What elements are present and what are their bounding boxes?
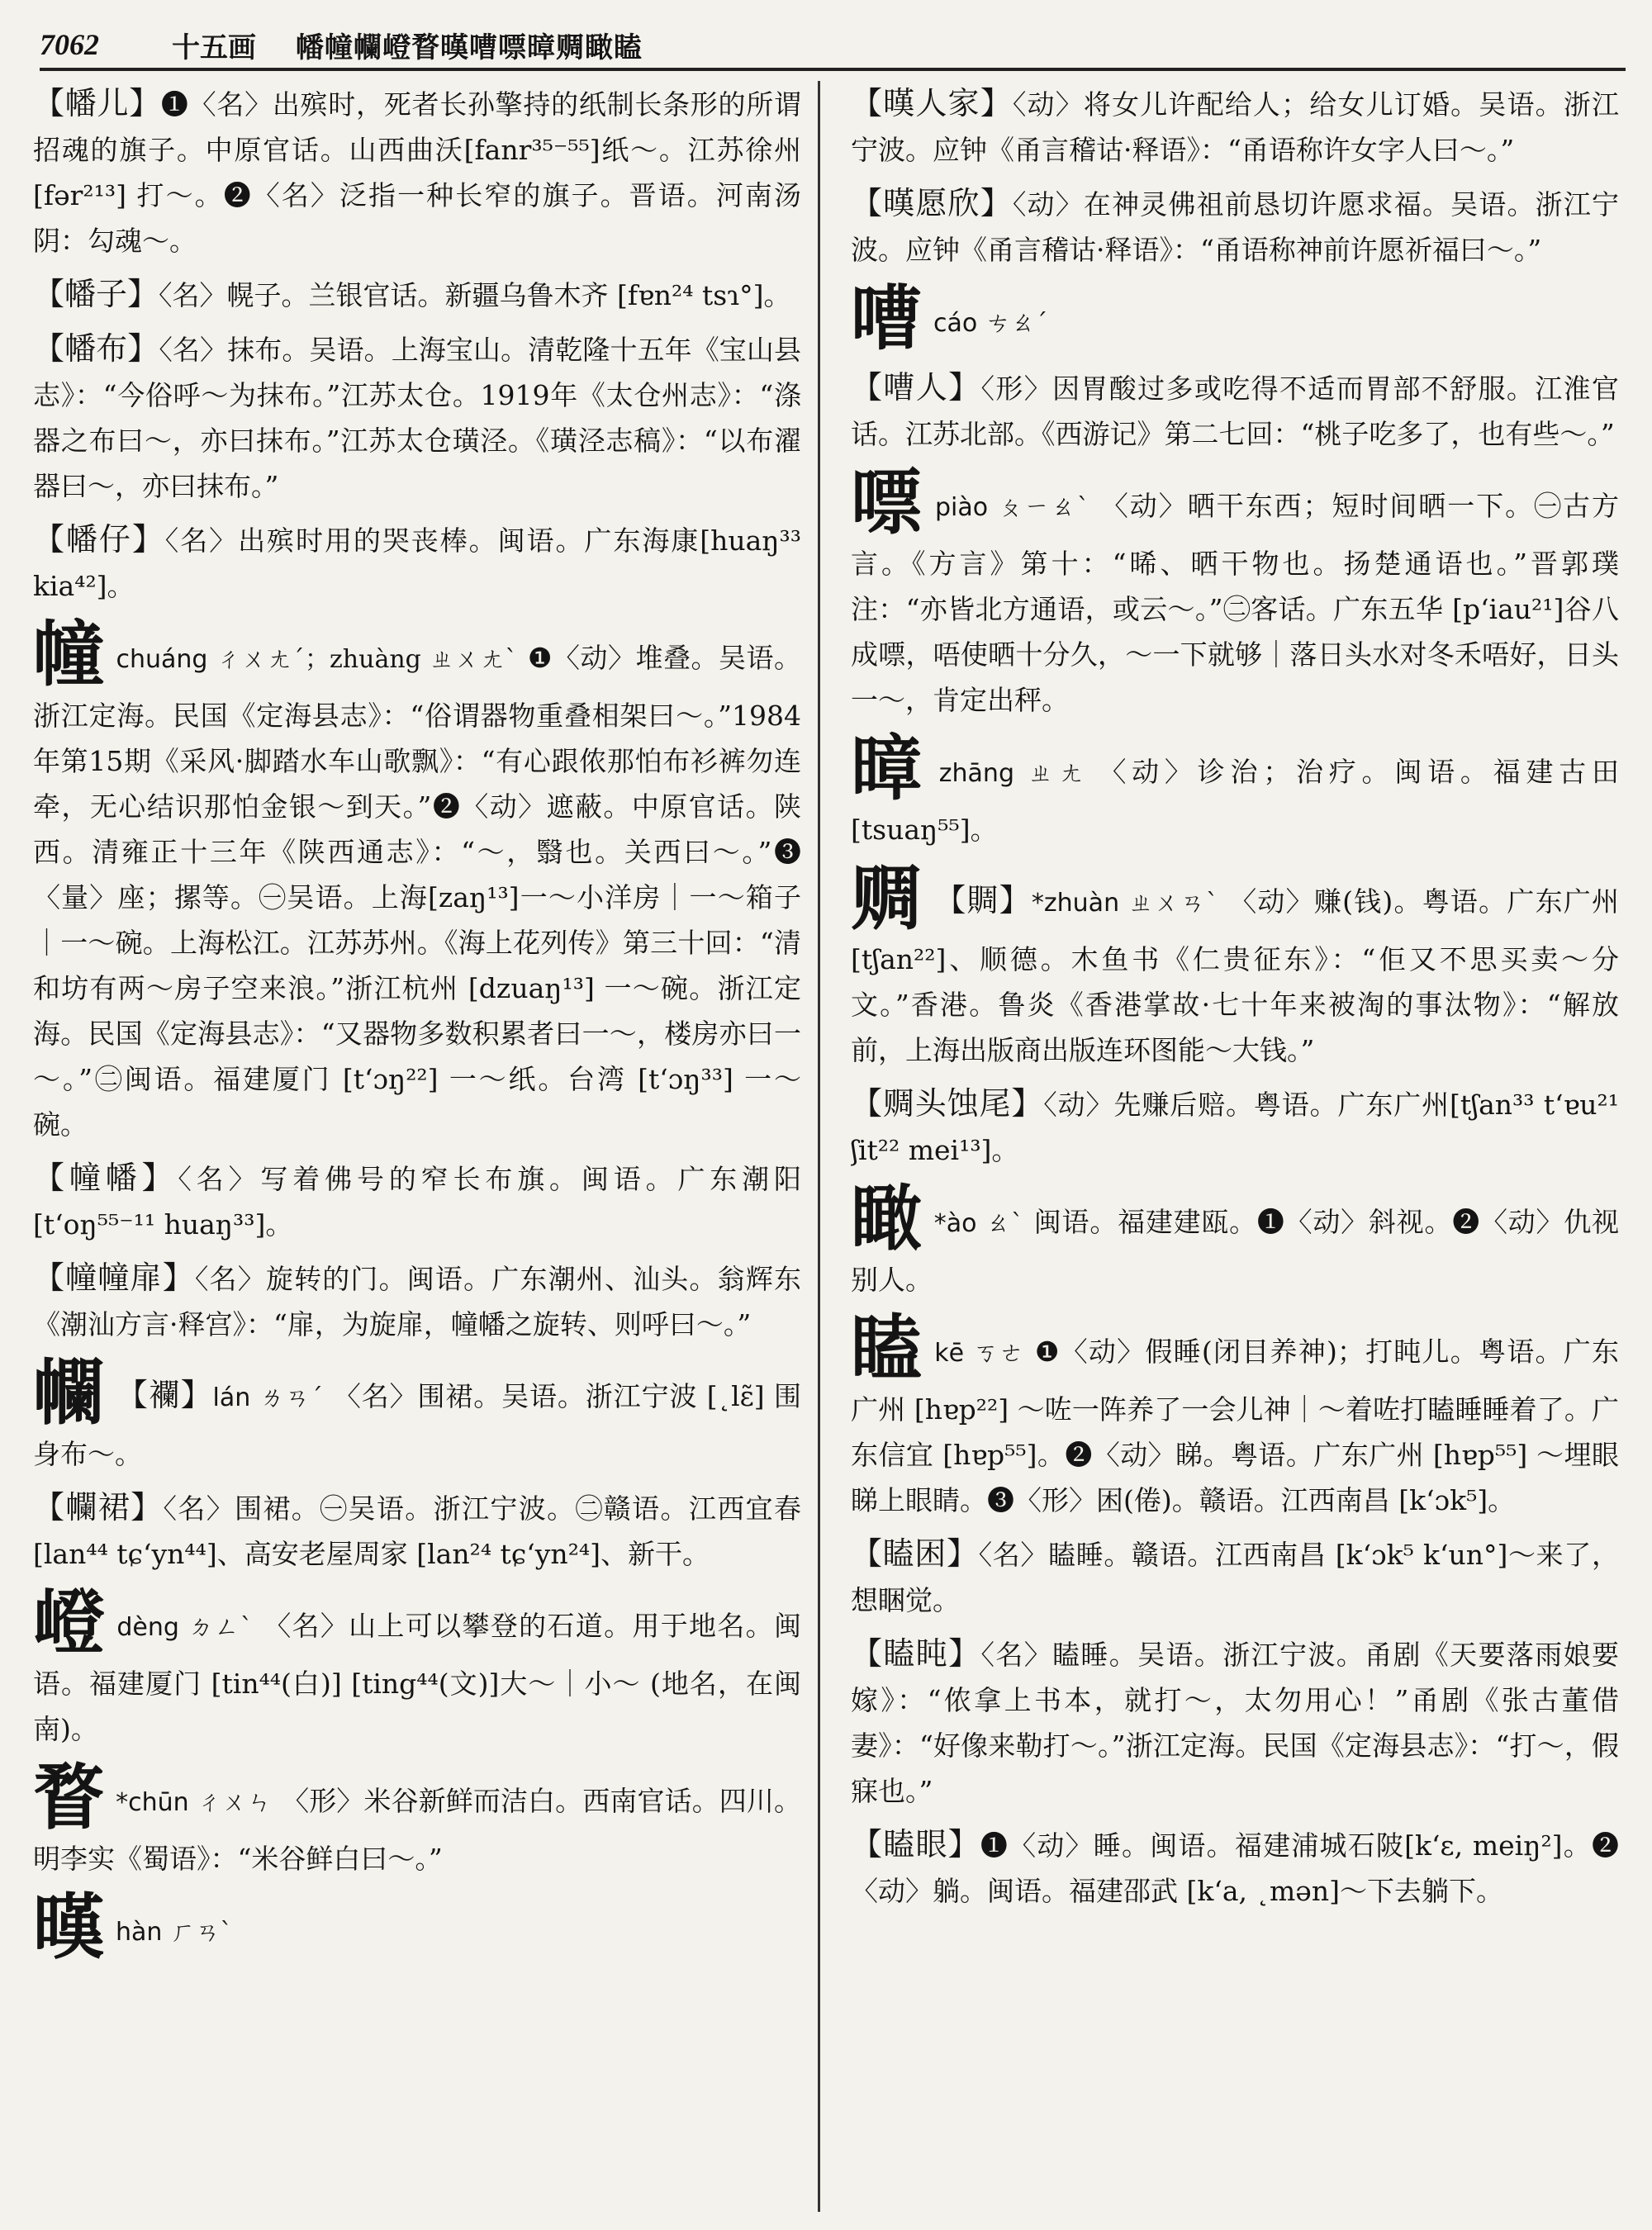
char-entry [33,1581,801,1752]
entry [33,1155,801,1247]
entry-text: ❶〈动〉堆叠。吴语。浙江定海。民国《定海县志》：“俗谓器物重叠相架曰～。”1984年第15期《采风·脚踏水车山歌飘》：“有心跟侬那怕布衫裤勿连牵，无心结识那怕金银～到天。”❷〈动〉遮蔽。中原官话。陕西。清雍正十三年《陕西通志》：“～，翳也。关西曰～。”❸〈量〉座；摞等。㊀吴语。上海[zaŋ¹³]一～小洋房｜一～箱子｜一～碗。上海松江。江苏苏州。《海上花列传》第三十回：“清和坊有两～房子空来浪。”浙江杭州 [dzuaŋ¹³] 一～碗。浙江定海。民国《定海县志》：“又器物多数积累者曰一～，楼房亦曰一～。”㊁闽语。福建厦门 [t‘ɔŋ²²] 一～纸。台湾 [t‘ɔŋ³³] 一～碗。 [33,642,801,1141]
left-column [33,81,801,2212]
page-header [40,21,1626,71]
char-entry [851,1177,1619,1302]
entry-headword: 【嘈人】 [851,369,981,406]
entry-headword: 【幱裙】 [33,1489,164,1525]
pinyin: kē [934,1339,965,1368]
entry [851,1631,1619,1814]
pinyin: zhāng [938,759,1014,788]
stroke-count: 十五画 [172,31,256,64]
head-character: 瞌 [851,1307,923,1390]
zhuyin: ㄎㄜ [972,1339,1025,1368]
head-character: 嶝 [33,1581,106,1664]
entry-text: ❶〈动〉睡。闽语。福建浦城石陂[k‘ɛ, meiŋ²]。❷〈动〉躺。闽语。福建邵武 [k‘a, ˛mən]～下去躺下。 [851,1829,1619,1907]
char-entry [33,613,801,1147]
zhuyin: ㄓㄨㄢˋ [1127,889,1220,918]
page-chars: 幡幢幱嶝瞀暵嘈嘌暲赒瞰瞌 [296,31,643,64]
head-character: 幢 [33,613,105,696]
entry-text: ❶〈名〉出殡时，死者长孙擎持的纸制长条形的所谓招魂的旗子。中原官话。山西曲沃[fanr³⁵⁻⁵⁵]纸～。江苏徐州 [fər²¹³] 打～。❷〈名〉泛指一种长窄的旗子。晋语。河南汤阴：勾魂～。 [33,88,801,257]
entry [33,272,801,318]
right-column [851,81,1619,2212]
entry [851,365,1619,457]
entry-text: 〈动〉将女儿许配给人；给女儿订婚。吴语。浙江宁波。应钟《甬言稽诂·释语》：“甬语称许女字人曰～。” [851,88,1619,166]
entry [33,326,801,509]
head-character: 瞀 [33,1756,105,1839]
head-character: 暲 [851,727,928,810]
entry [33,1255,801,1347]
entry-headword: 【瞌盹】 [851,1635,981,1672]
pinyin: chuáng [116,645,208,674]
entry-headword: 【瞌困】 [851,1535,979,1572]
entry-text: 〈动〉在神灵佛祖前恳切许愿求福。吴语。浙江宁波。应钟《甬言稽诂·释语》：“甬语称神前许愿祈福曰～。” [851,188,1619,266]
entry-text: 〈名〉围裙。㊀吴语。浙江宁波。㊁赣语。江西宜春[lan⁴⁴ tɕ‘yn⁴⁴]、高安老屋周家 [lan²⁴ tɕ‘yn²⁴]、新干。 [33,1492,801,1570]
entry-headword: 【赒头蚀尾】 [851,1085,1044,1122]
entry-text: 〈名〉围裙。吴语。浙江宁波 [˛lɛ̃] 围身布～。 [33,1380,801,1470]
entry-headword: 【幡仔】 [33,521,165,558]
entry-headword: 【幡儿】 [33,85,161,121]
entry-text: 〈形〉因胃酸过多或吃得不适而胃部不舒服。江淮官话。江苏北部。《西游记》第二七回：“桃子吃多了，也有些～。” [851,372,1619,450]
entry-headword: 【瞌眼】 [851,1826,980,1862]
entry-headword: 【幢幡】 [33,1160,178,1196]
char-entry [33,1351,801,1477]
zhuyin: ㄆㄧㄠˋ [996,493,1091,522]
entry-text: 〈动〉诊治；治疗。闽语。福建古田 [tsuaŋ⁵⁵]。 [851,756,1619,846]
entry-text: ❶〈动〉假睡(闭目养神)；打盹儿。粤语。广东广州 [hɐp²²] ～咗一阵养了一会儿神｜～着咗打瞌睡睡着了。广东信宜 [hɐp⁵⁵]。❷〈动〉睇。粤语。广东广州 [hɐp⁵⁵] ～埋眼睇上眼睛。❸〈形〉困(倦)。赣语。江西南昌 [k‘ɔk⁵]。 [851,1336,1619,1516]
entry-headword: 【幢幢扉】 [33,1260,195,1296]
variant-form: 【賙】 [934,882,1032,918]
entry [851,1081,1619,1173]
entry [33,1485,801,1577]
zhuyin: ㄘㄠˊ [985,309,1048,338]
zhuyin: ㄉㄥˋ [187,1613,254,1642]
entry-text: 〈动〉先赚后赔。粤语。广东广州[tʃan³³ t‘ɐu²¹ ʃit²² mei¹³]。 [851,1089,1619,1166]
zhuyin: ㄓㄤ [1022,759,1089,788]
entry-text: 闽语。福建建瓯。❶〈动〉斜视。❷〈动〉仇视别人。 [851,1206,1619,1296]
pinyin: *chūn [116,1788,189,1817]
entry [33,81,801,263]
entry-headword: 【暵人家】 [851,85,1013,121]
pinyin: lán [212,1383,251,1412]
pinyin: hàn [116,1918,163,1947]
entry-headword: 【幡子】 [33,276,159,312]
head-character: 幱 [33,1351,105,1435]
entry-text: 〈动〉赚(钱)。粤语。广东广州[tʃan²²]、顺德。木鱼书《仁贵征东》：“佢又不思买卖～分文。”香港。鲁炎《香港掌故·七十年来被淘的事汰物》：“解放前，上海出版商出版连环图能～大钱。” [851,885,1619,1066]
entry-text: 〈名〉旋转的门。闽语。广东潮州、汕头。翁辉东《潮汕方言·释宫》：“扉，为旋扉，幢幡之旋转、则呼曰～。” [33,1263,801,1340]
entry [851,81,1619,173]
head-character: 瞰 [851,1177,923,1260]
entry-text: 〈名〉抹布。吴语。上海宝山。清乾隆十五年《宝山县志》：“今俗呼～为抹布。”江苏太仓。1919年《太仓州志》：“涤器之布曰～，亦曰抹布。”江苏太仓璜泾。《璜泾志稿》：“以布濯器曰～，亦曰抹布。” [33,334,801,502]
zhuyin: ㄔㄨㄤˊ；zhuàng ㄓㄨㄤˋ [216,645,518,674]
pinyin: dèng [116,1613,179,1642]
char-entry [851,1307,1619,1523]
entry-headword: 【暵愿欣】 [851,185,1013,221]
pinyin: *zhuàn [1031,889,1120,918]
head-character: 暵 [33,1886,104,1969]
zhuyin: ㄠˋ [985,1209,1024,1238]
char-entry [851,727,1619,852]
entry [33,517,801,609]
head-character: 嘌 [851,461,923,544]
column-divider [818,81,820,2212]
variant-form: 【襴】 [116,1377,213,1413]
pinyin: *ào [933,1209,977,1238]
entry-text: 〈动〉晒干东西；短时间晒一下。㊀古方言。《方言》第十：“晞、晒干物也。扬楚通语也。”晋郭璞注：“亦皆北方通语，或云～。”㊁客话。广东五华 [p‘iau²¹]谷八成嘌，唔使晒十分久，～一下就够｜落日头水对冬禾唔好，日头一～，肯定出秤。 [851,490,1619,716]
char-entry [851,277,1619,360]
head-character: 赒 [851,856,923,940]
zhuyin: ㄌㄢˊ [259,1383,324,1412]
entry-text: 〈名〉瞌睡。赣语。江西南昌 [k‘ɔk⁵ k‘un°]～来了，想睏觉。 [851,1539,1619,1616]
entry [851,1822,1619,1914]
char-entry [33,1756,801,1881]
char-entry [33,1886,801,1969]
pinyin: cáo [933,309,978,338]
entry-text: 〈名〉出殡时用的哭丧棒。闽语。广东海康[huaŋ³³ kia⁴²]。 [33,524,801,602]
entry-headword: 【幡布】 [33,330,159,367]
char-entry [851,461,1619,723]
char-entry [851,856,1619,1073]
zhuyin: ㄔㄨㄣ [197,1788,273,1817]
entry [851,1531,1619,1623]
pinyin: piào [934,493,989,522]
entry-text: 〈名〉瞌睡。吴语。浙江宁波。甬剧《天要落雨娘要嫁》：“侬拿上书本，就打～，太勿用心！”甬剧《张古董借妻》：“好像来勒打～。”浙江定海。民国《定海县志》：“打～，假寐也。” [851,1639,1619,1807]
head-character: 嘈 [851,277,922,360]
zhuyin: ㄏㄢˋ [170,1918,233,1947]
entry-text: 〈名〉山上可以攀登的石道。用于地名。闽语。福建厦门 [tin⁴⁴(白)] [ting⁴⁴(文)]大～｜小～ (地名，在闽南)。 [33,1610,801,1745]
entry-text: 〈名〉写着佛号的窄长布旗。闽语。广东潮阳 [t‘oŋ⁵⁵⁻¹¹ huaŋ³³]。 [33,1163,801,1241]
entry-text: 〈名〉幌子。兰银官话。新疆乌鲁木齐 [fɐn²⁴ tsɿ°]。 [159,279,791,311]
page-number: 7062 [40,28,99,61]
entry-text: 〈形〉米谷新鲜而洁白。西南官话。四川。明李实《蜀语》：“米谷鲜白曰～。” [33,1785,801,1875]
entry [851,181,1619,273]
